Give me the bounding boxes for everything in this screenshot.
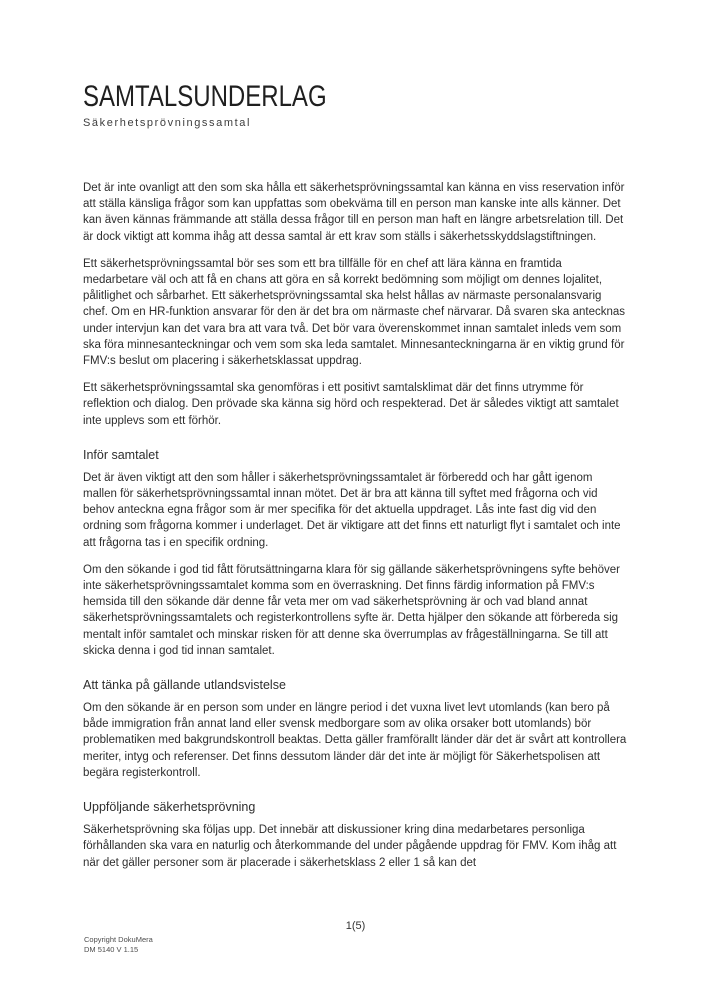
paragraph-abroad-1: Om den sökande är en person som under en längre period i det vuxna livet levt utomlands (kan bero på både immigration från annat land eller svensk medborgare som av olika orsaker bott utomlands) bör problematiken med bakgrundskontroll beaktas. Detta gäller framförallt länder där det är svårt att kontrollera meriter, intyg och referenser. Det finns dessutom länder där det inte är möjligt för Säkerhetspolisen att begära registerkontroll. [83, 702, 627, 779]
document-id-text: DM 5140 V 1.15 [84, 944, 139, 954]
paragraph-intro-3: Ett säkerhetsprövningssamtal ska genomföras i ett positivt samtalsklimat där det finns utrymme för reflektion och dialog. Den prövade ska känna sig hörd och respekterad. Det är således viktigt att samtalet inte upplevs som ett förhör. [83, 382, 619, 427]
document-subtitle: Säkerhetsprövningssamtal [83, 117, 252, 129]
section-heading-before-meeting: Inför samtalet [83, 447, 159, 462]
document-title: SAMTALSUNDERLAG [83, 80, 327, 113]
paragraph-intro-2: Ett säkerhetsprövningssamtal bör ses som ett bra tillfälle för en chef att lära känna en framtida medarbetare väl och att få en chans att göra en så korrekt bedömning som möjligt om dennes lojalitet, pålitlighet och sårbarhet. Ett säkerhetsprövningssamtal ska helst hållas av närmaste personalansvarig chef. Om en HR-funktion ansvarar för den är det bra om närmaste chef närvarar. Då svaren ska antecknas under intervjun kan det vara bra att vara två. Det bör vara överenskommet innan samtalet inleds vem som ska föra minnesanteckningar och vem som ska leda samtalet. Minnesanteckningarna är en viktig grund för FMV:s beslut om placering i säkerhetsklassat uppdrag. [83, 257, 626, 368]
copyright-block [84, 935, 153, 954]
paragraph-followup-1: Säkerhetsprövning ska följas upp. Det innebär att diskussioner kring dina medarbetares personliga förhållanden ska vara en naturlig och återkommande del under pågående uppdrag för FMV. Kom ihåg att när det gäller personer som är placerade i säkerhetsklass 2 eller 1 så kan det [83, 824, 617, 869]
section-heading-abroad: Att tänka på gällande utlandsvistelse [83, 678, 286, 693]
section-heading-followup: Uppföljande säkerhetsprövning [83, 800, 256, 815]
paragraph-before-meeting-1: Det är även viktigt att den som håller i säkerhetsprövningssamtalet är förberedd och har gått igenom mallen för säkerhetsprövningssamtal innan mötet. Det är bra att känna till syftet med frågorna och vid behov anteckna egna frågor som är mer specifika för det aktuella uppdraget. Lås inte fast dig vid den ordning som frågorna kommer i underlaget. Det är viktigare att det finns ett naturligt flyt i samtalet och inte att frågorna tas i en specifik ordning. [83, 471, 621, 549]
copyright-text: Copyright DokuMera [84, 935, 153, 944]
paragraph-before-meeting-2: Om den sökande i god tid fått förutsättningarna klara för sig gällande säkerhetsprövningens syfte behöver inte säkerhetsprövningssamtalet komma som en överraskning. Det finns färdig information på FMV:s hemsida till den sökande där denne får veta mer om vad säkerhetsprövning är och vad bland annat säkerhetsprövningssamtalets och registerkontrollens syfte är. Detta hjälper den sökande att förbereda sig mentalt inför samtalet och minskar risken för att denne ska överrumplas av frågeställningarna. Se till att skicka denna i god tid innan samtalet. [83, 563, 620, 657]
paragraph-intro-1: Det är inte ovanligt att den som ska hålla ett säkerhetsprövningssamtal kan känna en viss reservation inför att ställa känsliga frågor som kan uppfattas som obekväma till en person man kanske inte alls känner. Det kan även kännas främmande att ställa dessa frågor till en person man haft en längre arbetsrelation till. Det är dock viktigt att komma ihåg att dessa samtal är ett krav som ställs i säkerhetsskyddslagstiftningen. [83, 182, 625, 243]
page-number: 1(5) [345, 920, 366, 932]
